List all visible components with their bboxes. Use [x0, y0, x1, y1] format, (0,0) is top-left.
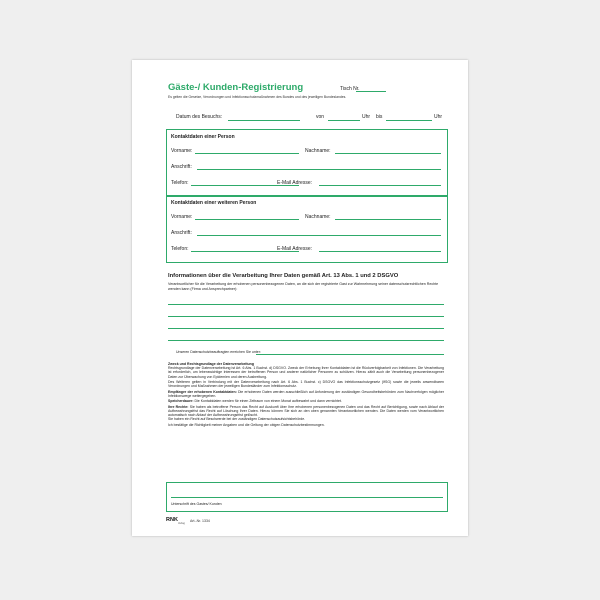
email-field[interactable]	[319, 185, 441, 186]
phone-label: Telefon:	[171, 180, 189, 186]
visit-from-field[interactable]	[328, 120, 360, 121]
address-field[interactable]	[197, 169, 441, 170]
signature-box[interactable]	[166, 482, 448, 512]
visit-date-field[interactable]	[228, 120, 300, 121]
contact-person-heading: Kontaktdaten einer Person	[171, 134, 235, 140]
last-name-field[interactable]	[335, 153, 441, 154]
address-label: Anschrift:	[171, 164, 192, 170]
table-number-label: Tisch Nr.	[340, 86, 360, 92]
visit-to-label: bis	[376, 114, 383, 120]
email-label: E-Mail Adresse:	[277, 180, 313, 186]
form-subtitle: Es gelten die Gesetze, Verordnungen und Infektionsschutzmaßnahmen des Bundes und des jeweiligen Bundeslandes.	[168, 95, 347, 99]
first-name-label: Vorname:	[171, 148, 193, 154]
signature-line[interactable]	[171, 497, 443, 498]
storage-text: Die Kontaktdaten werden für einen Zeitraum von einem Monat aufbewahrt und dann vernichtet.	[194, 399, 342, 404]
other-phone-label: Telefon:	[171, 246, 189, 252]
rights-text: Sie haben als betroffene Person das Recht auf Auskunft über Ihre erhobenen personenbezogenen Daten und das Recht auf Berichtigung, sowie nach Ablauf der Aufbewahrungsfrist das Recht auf Löschung Ihrer Daten. Hierzu können Sie sich an den oben genannten Verantwortlichen wenden. Die Daten werden vom Verantwortlichen automatisch nach Ablauf der Aufbewahrungsfrist gelöscht.	[168, 404, 444, 417]
visit-date-label: Datum des Besuchs:	[176, 114, 223, 120]
recipients-title: Empfänger der erhobenen Kontaktdaten:	[168, 389, 237, 394]
legal-text	[168, 362, 444, 428]
publisher-logo: RNK	[166, 517, 178, 523]
last-name-label: Nachname:	[305, 148, 331, 154]
contact-person-box	[166, 129, 448, 197]
complaint-text: Sie haben ein Recht auf Beschwerde bei der zuständigen Datenschutzaufsichtsbehörde.	[168, 417, 306, 422]
signature-label: Unterschrift des Gastes/ Kunden	[171, 502, 222, 506]
controller-line-3[interactable]	[168, 328, 444, 329]
visit-to-field[interactable]	[386, 120, 432, 121]
other-address-field[interactable]	[197, 235, 441, 236]
table-number-field[interactable]	[356, 91, 386, 92]
other-address-label: Anschrift:	[171, 230, 192, 236]
further-text: Des Weiteren gelten in Verbindung mit der Datenverarbeitung nach Art. 6 Abs. 1 Buchst. c) DSGVO das Infektionsschutzgesetz (IfSG) sowie die jeweils anwendbaren Verordnungen und Maßnahmen der jeweiligen Bundesländer zum Infektionsschutz.	[168, 380, 444, 389]
controller-line-2[interactable]	[168, 316, 444, 317]
dpo-field[interactable]	[256, 354, 444, 355]
other-first-name-field[interactable]	[195, 219, 299, 220]
registration-form-sheet	[132, 60, 468, 536]
form-title: Gäste-/ Kunden-Registrierung	[168, 82, 304, 93]
storage-title: Speicherdauer:	[168, 399, 194, 404]
contact-other-heading: Kontaktdaten einer weiteren Person	[171, 200, 257, 206]
info-text: Verantwortlicher für die Verarbeitung der erhobenen personenbezogenen Daten, an die sich der registrierte Gast zur Wahrnehmung seiner datenschutzrechtlichen Rechte wenden kann (Firma und Ansprechpartner):	[168, 282, 439, 291]
controller-line-4[interactable]	[168, 340, 444, 341]
controller-line-1[interactable]	[168, 304, 444, 305]
first-name-field[interactable]	[195, 153, 299, 154]
other-email-label: E-Mail Adresse:	[277, 246, 313, 252]
visit-to-unit: Uhr	[434, 114, 443, 120]
article-number: Art.-Nr. 1334	[190, 519, 210, 523]
recipients-text: Die erhobenen Daten werden ausschließlich auf Anforderung der zuständigen Gesundheitsbehörden zum Nachverfolgen möglicher Infektionswege weitergegeben.	[168, 389, 444, 398]
visit-from-unit: Uhr	[362, 114, 371, 120]
publisher-logo-sub: Verlag	[178, 522, 185, 525]
confirm-text: Ich bestätige die Richtigkeit meiner Angaben und die Geltung der obigen Datenschutzbestimmungen.	[168, 422, 325, 427]
contact-other-box	[166, 195, 448, 263]
rights-title: Ihre Rechte:	[168, 404, 189, 409]
visit-from-label: von	[316, 114, 325, 120]
info-heading: Informationen über die Verarbeitung Ihrer Daten gemäß Art. 13 Abs. 1 und 2 DSGVO	[168, 273, 399, 279]
purpose-text: Rechtsgrundlage der Datenverarbeitung ist Art. 6 Abs. 1 Buchst. d) DSGVO. Zweck der Erhebung Ihrer Kontaktdaten ist die Rückverfolgbarkeit von Infektionen. Die Verarbeitung ist erforderlich, um lebenswichtige Interessen der betroffenen Person und anderer natürlicher Personen zu schützen. Hierzu zählt auch die Verarbeitung personenbezogener Daten zur Überwachung von Epidemien und deren Ausbreitung.	[168, 366, 444, 379]
other-email-field[interactable]	[319, 251, 441, 252]
other-first-name-label: Vorname:	[171, 214, 193, 220]
other-last-name-label: Nachname:	[305, 214, 331, 220]
dpo-label: Unseren Datenschutzbeauftragten erreichen Sie unter:	[176, 350, 261, 354]
other-last-name-field[interactable]	[335, 219, 441, 220]
purpose-title: Zweck und Rechtsgrundlage der Datenverarbeitung	[168, 362, 254, 366]
